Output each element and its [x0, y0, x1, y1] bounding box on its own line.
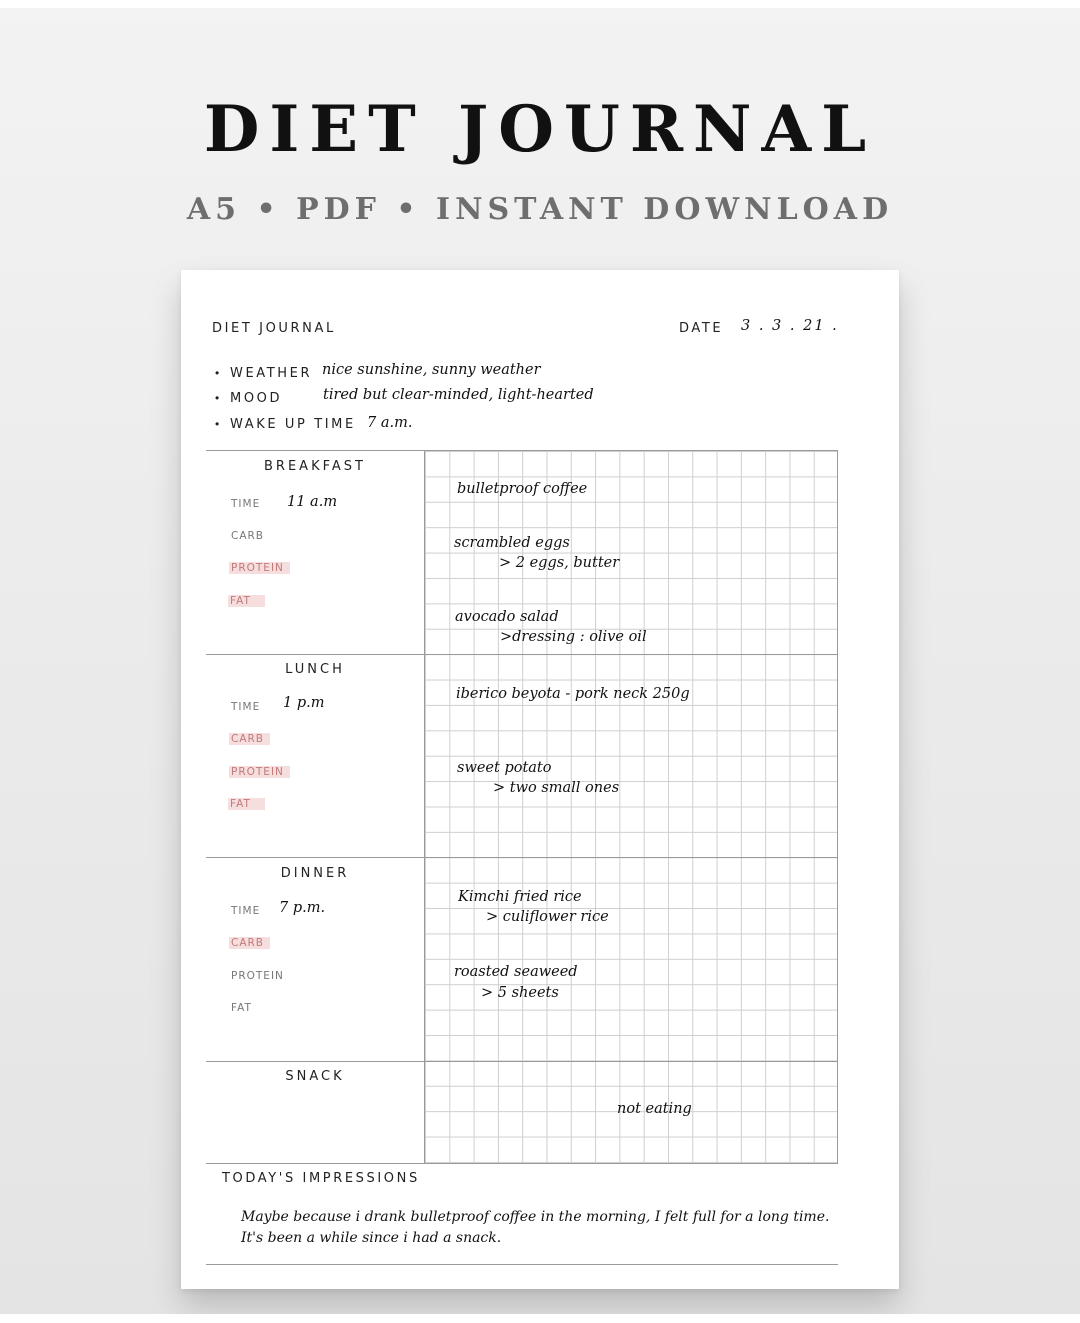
weather-label: WEATHER — [230, 366, 313, 381]
divider — [206, 1163, 838, 1164]
lunch-carb-label: CARB — [229, 733, 270, 745]
dinner-fat-label: FAT — [231, 1002, 252, 1014]
breakfast-note: >dressing : olive oil — [500, 629, 647, 645]
impressions-line: It's been a while since i had a snack. — [241, 1230, 502, 1246]
divider — [206, 450, 838, 451]
divider — [206, 1061, 838, 1062]
dinner-carb-label: CARB — [229, 937, 270, 949]
dinner-note: Kimchi fried rice — [458, 889, 582, 905]
lunch-title: LUNCH — [285, 662, 345, 677]
column-divider — [424, 450, 425, 1163]
snack-title: SNACK — [285, 1069, 345, 1084]
breakfast-title: BREAKFAST — [264, 459, 366, 474]
breakfast-note: bulletproof coffee — [457, 481, 588, 497]
breakfast-note: scrambled eggs — [454, 535, 570, 551]
impressions-line: Maybe because i drank bulletproof coffee in the morning, I felt full for a long time. — [241, 1209, 830, 1225]
bullet-icon: • — [215, 417, 220, 431]
lunch-protein-label: PROTEIN — [229, 766, 290, 778]
lunch-note: iberico beyota - pork neck 250g — [456, 686, 690, 702]
breakfast-protein-label: PROTEIN — [229, 562, 290, 574]
bullet-icon: • — [215, 391, 220, 405]
breakfast-time-value: 11 a.m — [287, 494, 338, 510]
grid-right-edge — [837, 450, 838, 1163]
journal-header-title: DIET JOURNAL — [212, 321, 336, 336]
journal-sheet — [181, 270, 899, 1289]
lunch-time-value: 1 p.m — [283, 695, 325, 711]
breakfast-note: avocado salad — [455, 609, 559, 625]
bullet-icon: • — [215, 366, 220, 380]
mood-label: MOOD — [230, 391, 283, 406]
breakfast-carb-label: CARB — [231, 530, 265, 542]
dinner-note: roasted seaweed — [454, 964, 578, 980]
wake-up-time-value: 7 a.m. — [367, 415, 413, 431]
lunch-note: sweet potato — [457, 760, 552, 776]
dinner-time-value: 7 p.m. — [279, 900, 326, 916]
impressions-label: TODAY'S IMPRESSIONS — [222, 1171, 420, 1186]
date-label: DATE — [679, 321, 724, 336]
divider — [206, 1264, 838, 1265]
banner-subtitle: A5 • PDF • INSTANT DOWNLOAD — [186, 192, 894, 227]
mood-value: tired but clear-minded, light-hearted — [323, 387, 594, 403]
dinner-time-label: TIME — [231, 905, 261, 917]
dinner-note: > 5 sheets — [481, 985, 559, 1001]
breakfast-fat-label: FAT — [228, 595, 265, 607]
divider — [206, 654, 838, 655]
dinner-protein-label: PROTEIN — [231, 970, 284, 982]
dinner-note: > culiflower rice — [486, 909, 609, 925]
snack-note: not eating — [617, 1101, 692, 1117]
lunch-note: > two small ones — [493, 780, 620, 796]
lunch-fat-label: FAT — [228, 798, 265, 810]
breakfast-time-label: TIME — [231, 498, 261, 510]
weather-value: nice sunshine, sunny weather — [322, 362, 541, 378]
date-value: 3 . 3 . 21 . — [741, 318, 839, 334]
lunch-time-label: TIME — [231, 701, 261, 713]
notes-grid — [425, 451, 837, 1163]
divider — [206, 857, 838, 858]
bottom-frame-strip — [0, 1314, 1080, 1323]
top-frame-strip — [0, 0, 1080, 8]
breakfast-note: > 2 eggs, butter — [499, 555, 620, 571]
dinner-title: DINNER — [280, 866, 350, 881]
banner-title: DIET JOURNAL — [203, 92, 877, 167]
wake-up-time-label: WAKE UP TIME — [230, 417, 356, 432]
